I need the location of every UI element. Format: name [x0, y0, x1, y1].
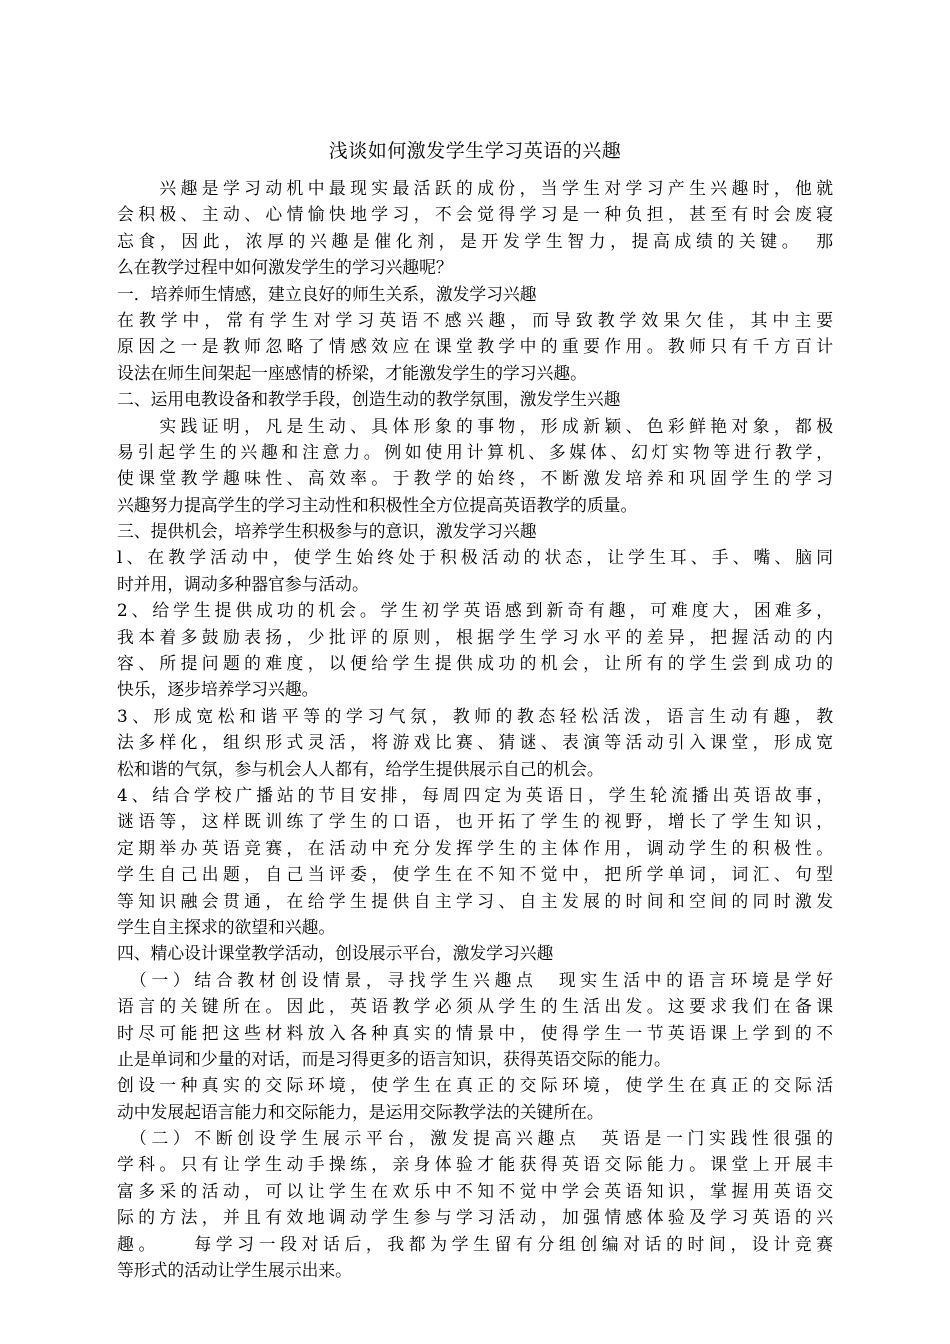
text-line: 兴趣是学习动机中最现实最活跃的成份，当学生对学习产生兴趣时，他就 — [117, 178, 833, 198]
text-line: 时尽可能把这些材料放入各种真实的情景中，使得学生一节英语课上学到的不 — [117, 1022, 833, 1043]
text-line: 止是单词和少量的对话，而是习得更多的语言知识，获得英语交际的能力。 — [117, 1048, 671, 1069]
text-line: 会积极、主动、心情愉快地学习，不会觉得学习是一种负担，甚至有时会废寝 — [117, 204, 833, 225]
text-line: 容、所提问题的难度，以便给学生提供成功的机会，让所有的学生尝到成功的 — [117, 653, 833, 674]
text-line: 富多采的活动，可以让学生在欢乐中不知不觉中学会英语知识，掌握用英语交 — [117, 1180, 833, 1201]
text-line: 动中发展起语言能力和交际能力，是运用交际教学法的关键所在。 — [117, 1101, 604, 1122]
text-line: 学科。只有让学生动手操练，亲身体验才能获得英语交际能力。课堂上开展丰 — [117, 1154, 833, 1175]
text-line: 3、形成宽松和谐平等的学习气氛，教师的教态轻松活泼，语言生动有趣，教 — [117, 705, 833, 726]
document-body — [117, 175, 833, 1283]
text-line: 使课堂教学趣味性、高效率。于教学的始终，不断激发培养和巩固学生的学习 — [117, 468, 833, 489]
text-line: 原因之一是教师忽略了情感效应在课堂教学中的重要作用。教师只有千方百计 — [117, 336, 833, 357]
text-line: 等知识融会贯通，在给学生提供自主学习、自主发展的时间和空间的同时激发 — [117, 890, 833, 911]
text-line: （一）结合教材创设情景，寻找学生兴趣点 现实生活中的语言环境是学好 — [117, 969, 833, 990]
text-line: 我本着多鼓励表扬，少批评的原则，根据学生学习水平的差异，把握活动的内 — [117, 626, 833, 647]
text-line: 4、结合学校广播站的节目安排，每周四定为英语日，学生轮流播出英语故事， — [117, 784, 833, 805]
text-line: 际的方法，并且有效地调动学生参与学习活动，加强情感体验及学习英语的兴 — [117, 1207, 833, 1228]
section-heading: 四、精心设计课堂教学活动，创设展示平台，激发学习兴趣 — [117, 943, 554, 964]
text-line: 学生自己出题，自己当评委，使学生在不知不觉中，把所学单词，词汇、句型 — [117, 864, 833, 885]
text-line: 快乐，逐步培养学习兴趣。 — [117, 679, 319, 700]
text-line: 易引起学生的兴趣和注意力。例如使用计算机、多媒体、幻灯实物等进行教学， — [117, 441, 833, 462]
text-line: 松和谐的气氛，参与机会人人都有，给学生提供展示自己的机会。 — [117, 758, 604, 779]
text-line: 法多样化，组织形式灵活，将游戏比赛、猜谜、表演等活动引入课堂，形成宽 — [117, 732, 833, 753]
text-line: 么在教学过程中如何激发学生的学习兴趣呢？ — [117, 257, 453, 278]
text-line: 时并用，调动多种器官参与活动。 — [117, 573, 369, 594]
section-heading: 二、运用电教设备和教学手段，创造生动的教学氛围，激发学生兴趣 — [117, 389, 621, 410]
text-line: 学生自主探求的欲望和兴趣。 — [117, 916, 336, 937]
text-line: 谜语等，这样既训练了学生的口语，也开拓了学生的视野，增长了学生知识， — [117, 811, 833, 832]
text-line: 定期举办英语竞赛，在活动中充分发挥学生的主体作用，调动学生的积极性。 — [117, 837, 833, 858]
text-line: 趣。 每学习一段对话后，我都为学生留有分组创编对话的时间，设计竞赛 — [117, 1233, 833, 1254]
text-line: l、在教学活动中，使学生始终处于积极活动的状态，让学生耳、手、嘴、脑同 — [117, 547, 833, 568]
text-line: 等形式的活动让学生展示出来。 — [117, 1260, 352, 1281]
section-heading: 三、提供机会，培养学生积极参与的意识，激发学习兴趣 — [117, 521, 537, 542]
text-line: 2、给学生提供成功的机会。学生初学英语感到新奇有趣，可难度大，困难多， — [117, 600, 833, 621]
section-heading: 一．培养师生情感，建立良好的师生关系，激发学习兴趣 — [117, 283, 537, 304]
document-title: 浅谈如何激发学生学习英语的兴趣 — [328, 140, 622, 162]
text-line: 兴趣努力提高学生的学习主动性和积极性全方位提高英语教学的质量。 — [117, 494, 638, 515]
text-line: 忘食，因此，浓厚的兴趣是催化剂，是开发学生智力，提高成绩的关键。 那 — [117, 230, 833, 251]
text-line: 在教学中，常有学生对学习英语不感兴趣，而导致教学效果欠佳，其中主要 — [117, 309, 833, 330]
text-line: 创设一种真实的交际环境，使学生在真正的交际环境，使学生在真正的交际活 — [117, 1075, 833, 1096]
text-line: 语言的关键所在。因此，英语教学必须从学生的生活出发。这要求我们在备课 — [117, 996, 833, 1017]
text-line: 设法在师生间架起一座感情的桥梁，才能激发学生的学习兴趣。 — [117, 362, 587, 383]
text-line: 实践证明，凡是生动、具体形象的事物，形成新颖、色彩鲜艳对象，都极 — [117, 415, 833, 436]
text-line: （二）不断创设学生展示平台，激发提高兴趣点 英语是一门实践性很强的 — [117, 1128, 833, 1149]
